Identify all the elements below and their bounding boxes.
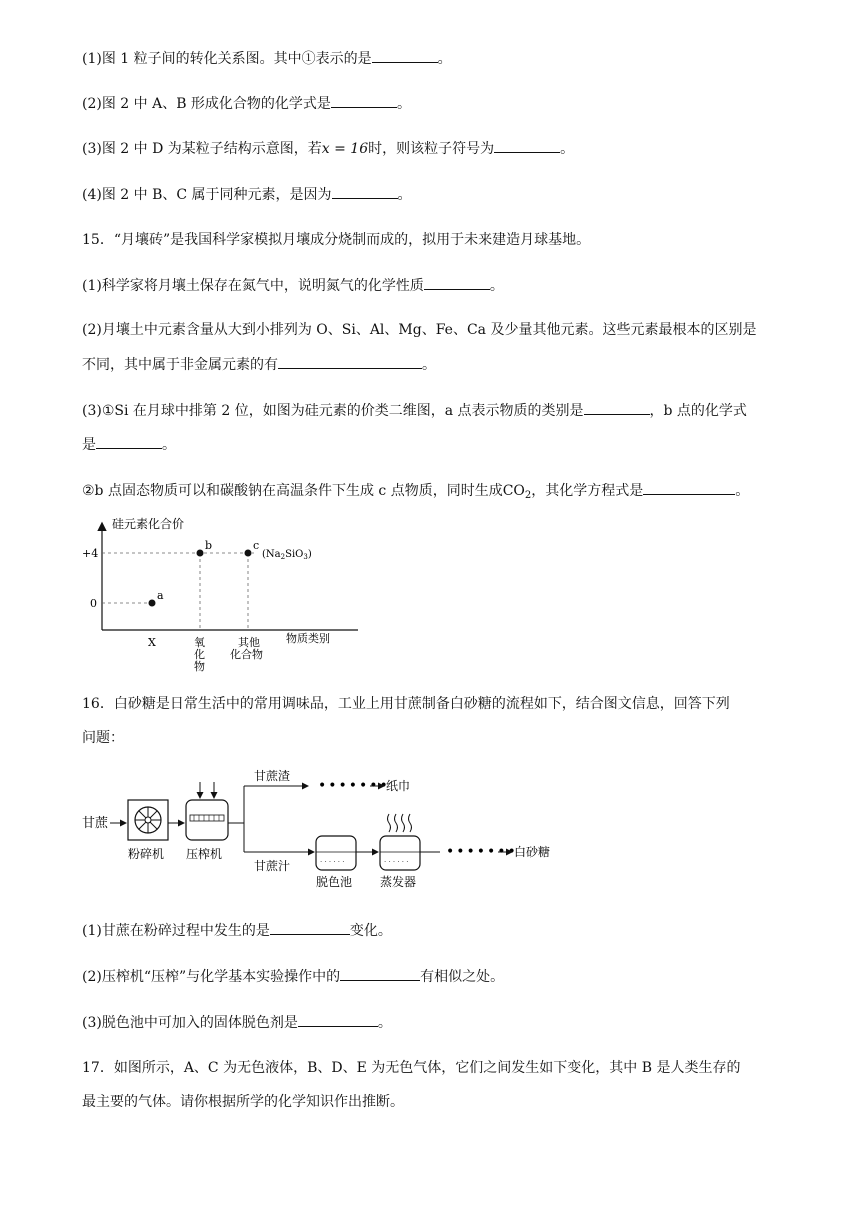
- answer-blank[interactable]: [424, 275, 490, 290]
- q15-part1: (1)科学家将月壤土保存在氮气中，说明氮气的化学性质 。: [82, 275, 504, 296]
- svg-text:· · · · · ·: · · · · · ·: [384, 858, 409, 866]
- decolor-label: 脱色池: [316, 875, 353, 889]
- point-a: [149, 600, 156, 607]
- q14-part1: (1)图 1 粒子间的转化关系图。其中①表示的是 。: [82, 48, 452, 69]
- answer-blank[interactable]: [372, 48, 438, 63]
- q17-line2: 最主要的气体。请你根据所学的化学知识作出推断。: [82, 1094, 404, 1110]
- answer-blank[interactable]: [270, 920, 350, 935]
- q14-part3: (3)图 2 中 D 为某粒子结构示意图，若x = 16时，则该粒子符号为 。: [82, 138, 574, 159]
- q16-part3: (3)脱色池中可加入的固体脱色剂是 。: [82, 1012, 392, 1033]
- crusher-label: 粉碎机: [128, 847, 165, 861]
- x-tick-label-other-1: 其他: [238, 636, 260, 649]
- x-axis-label: 物质类别: [286, 632, 330, 645]
- q16-intro-line1: 16．白砂糖是日常生活中的常用调味品，工业上用甘蔗制备白砂糖的流程如下，结合图文信息，回答下列: [82, 696, 730, 712]
- answer-blank[interactable]: [331, 93, 397, 108]
- flow-input-label: 甘蔗: [82, 816, 109, 831]
- press-label: 压榨机: [186, 847, 223, 861]
- crusher-wheel-icon: [135, 807, 161, 833]
- q14-part2: (2)图 2 中 A、B 形成化合物的化学式是 。: [82, 93, 411, 114]
- dotted-arrow: •••••••: [446, 844, 518, 860]
- point-c-formula: $(Na_2SiO_3)$: [262, 549, 312, 561]
- juice-label: 甘蔗汁: [254, 859, 291, 873]
- point-label-c: c: [253, 539, 260, 552]
- q15-intro: 15．“月壤砖”是我国科学家模拟月壤成分烧制而成的，拟用于未来建造月球基地。: [82, 232, 591, 248]
- evaporator-label: 蒸发器: [380, 875, 417, 889]
- q14-part4: (4)图 2 中 B、C 属于同种元素，是因为 。: [82, 184, 412, 205]
- valence-class-chart: [82, 516, 362, 676]
- point-label-b: b: [205, 539, 213, 552]
- dotted-arrow: •••••••: [318, 778, 390, 794]
- residue-label: 甘蔗渣: [254, 769, 291, 783]
- point-c: [245, 550, 252, 557]
- q15-part2-line2: 不同，其中属于非金属元素的有 。: [82, 354, 436, 375]
- q17-line1: 17．如图所示，A、C 为无色液体，B、D、E 为无色气体，它们之间发生如下变化，其中 B 是人类生存的: [82, 1060, 741, 1076]
- y-axis-label: 硅元素化合价: [112, 517, 185, 531]
- answer-blank[interactable]: [96, 434, 162, 449]
- q16-part2: (2)压榨机“压榨”与化学基本实验操作中的 有相似之处。: [82, 966, 504, 987]
- point-label-a: a: [157, 589, 164, 602]
- q15-part3-line1: (3)①Si 在月球中排第 2 位，如图为硅元素的价类二维图，a 点表示物质的类别是 ，b 点的化学式: [82, 400, 747, 421]
- sugar-label: 白砂糖: [514, 845, 551, 859]
- y-tick-label: 0: [90, 597, 97, 610]
- q15-part2-line1: (2)月壤土中元素含量从大到小排列为 O、Si、Al、Mg、Fe、Ca 及少量其他元素。这些元素最根本的区别是: [82, 322, 757, 338]
- q16-intro-line2: 问题：: [82, 730, 124, 746]
- x-tick-label-oxide-2: 化: [194, 648, 205, 661]
- press-device: [186, 782, 228, 840]
- q15-part3-line2: 是 。: [82, 434, 176, 455]
- evaporator-tank: [380, 814, 420, 870]
- q15-part3b: ②b 点固态物质可以和碳酸钠在高温条件下生成 c 点物质，同时生成$CO_2$，其化学方程式是 。: [82, 480, 749, 506]
- answer-blank[interactable]: [643, 480, 735, 495]
- decolor-tank: [316, 836, 356, 870]
- x-tick-label-oxide-1: 氧: [194, 636, 205, 649]
- answer-blank[interactable]: [278, 354, 422, 369]
- answer-blank[interactable]: [584, 400, 650, 415]
- point-b: [197, 550, 204, 557]
- answer-blank[interactable]: [298, 1012, 378, 1027]
- svg-text:· · · · · ·: · · · · · ·: [320, 858, 345, 866]
- paper-label: 纸巾: [386, 779, 411, 793]
- sugar-process-diagram: [82, 760, 582, 900]
- x-tick-label-other-2: 化合物: [230, 648, 263, 661]
- x-tick-label-oxide-3: 物: [194, 660, 205, 673]
- q16-part1: (1)甘蔗在粉碎过程中发生的是 变化。: [82, 920, 392, 941]
- answer-blank[interactable]: [494, 138, 560, 153]
- answer-blank[interactable]: [340, 966, 420, 981]
- x-tick-label: X: [148, 636, 156, 649]
- answer-blank[interactable]: [332, 184, 398, 199]
- y-tick-label: +4: [82, 547, 99, 560]
